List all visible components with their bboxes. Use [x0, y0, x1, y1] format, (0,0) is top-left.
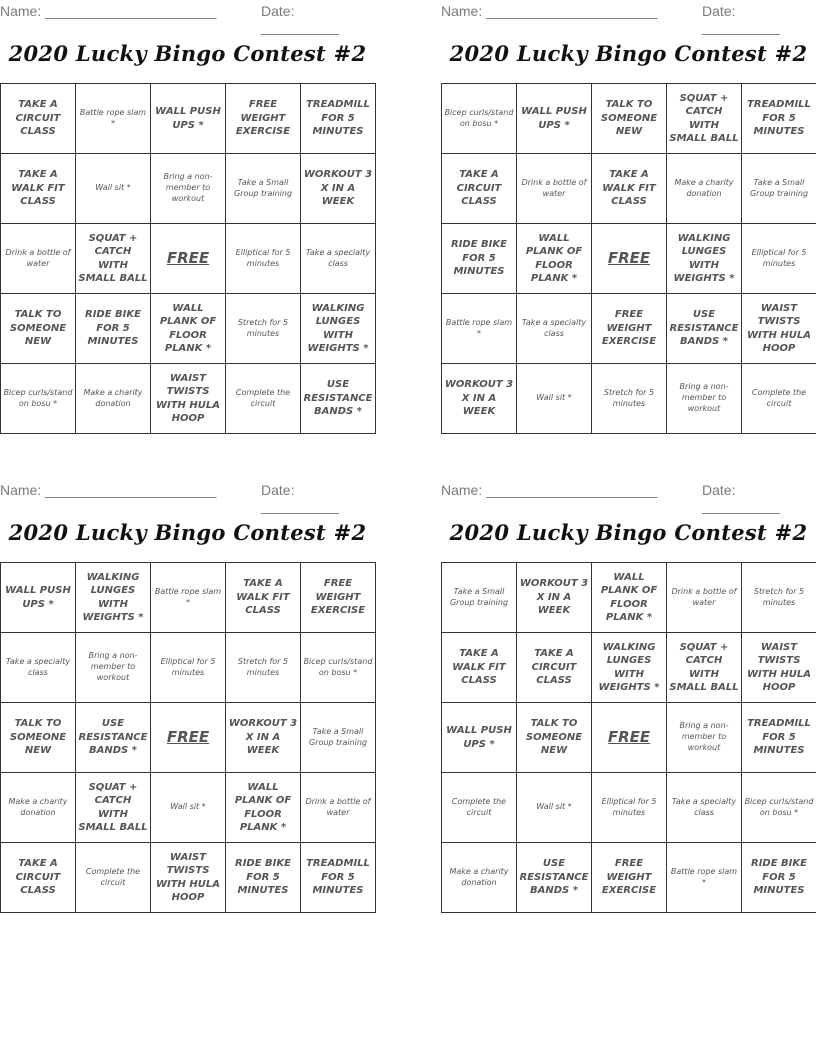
bingo-cell[interactable]: FREE WEIGHT EXERCISE — [226, 84, 301, 154]
bingo-cell[interactable]: Bicep curls/stand on bosu * — [301, 633, 376, 703]
bingo-cell[interactable]: RIDE BIKE FOR 5 MINUTES — [442, 224, 517, 294]
bingo-cell[interactable]: TAKE A CIRCUIT CLASS — [1, 843, 76, 913]
bingo-cell[interactable]: Bring a non-member to workout — [667, 703, 742, 773]
bingo-cell[interactable]: WALKING LUNGES WITH WEIGHTS * — [592, 633, 667, 703]
bingo-cell[interactable]: WALL PLANK OF FLOOR PLANK * — [517, 224, 592, 294]
bingo-cell[interactable]: Bicep curls/stand on bosu * — [442, 84, 517, 154]
bingo-cell[interactable]: TREADMILL FOR 5 MINUTES — [301, 843, 376, 913]
bingo-cell[interactable]: WALL PUSH UPS * — [517, 84, 592, 154]
bingo-cell[interactable]: TALK TO SOMEONE NEW — [517, 703, 592, 773]
bingo-cell[interactable]: Complete the circuit — [76, 843, 151, 913]
name-field[interactable]: Name: ______________________ — [441, 3, 658, 19]
bingo-grid — [0, 83, 376, 434]
bingo-cell[interactable]: Take a specialty class — [301, 224, 376, 294]
bingo-cell[interactable]: WALL PLANK OF FLOOR PLANK * — [226, 773, 301, 843]
card-title: 2020 Lucky Bingo Contest #2 — [449, 40, 808, 66]
bingo-cell[interactable]: Complete the circuit — [742, 364, 816, 434]
bingo-cell[interactable]: Wall sit * — [151, 773, 226, 843]
bingo-cell[interactable]: FREE WEIGHT EXERCISE — [301, 563, 376, 633]
bingo-cell[interactable]: Take a Small Group training — [742, 154, 816, 224]
bingo-card-1 — [0, 1, 375, 434]
bingo-cell[interactable]: TALK TO SOMEONE NEW — [1, 294, 76, 364]
bingo-cell[interactable]: TALK TO SOMEONE NEW — [1, 703, 76, 773]
bingo-cell[interactable]: Take a Small Group training — [442, 563, 517, 633]
bingo-cell[interactable]: FREE WEIGHT EXERCISE — [592, 843, 667, 913]
bingo-cell[interactable]: RIDE BIKE FOR 5 MINUTES — [742, 843, 816, 913]
bingo-cell[interactable]: Drink a bottle of water — [517, 154, 592, 224]
bingo-cell[interactable]: Make a charity donation — [76, 364, 151, 434]
bingo-cell[interactable]: Drink a bottle of water — [667, 563, 742, 633]
card-title: 2020 Lucky Bingo Contest #2 — [8, 40, 367, 66]
name-date-row — [0, 480, 375, 514]
bingo-cell[interactable]: SQUAT + CATCH WITH SMALL BALL — [667, 633, 742, 703]
bingo-cell[interactable]: Take a specialty class — [1, 633, 76, 703]
bingo-cell[interactable]: FREE WEIGHT EXERCISE — [592, 294, 667, 364]
bingo-cell[interactable]: Complete the circuit — [442, 773, 517, 843]
name-field[interactable]: Name: ______________________ — [441, 482, 658, 498]
bingo-cell[interactable]: Complete the circuit — [226, 364, 301, 434]
bingo-cell[interactable]: Bicep curls/stand on bosu * — [742, 773, 816, 843]
bingo-cell[interactable]: Bring a non-member to workout — [76, 633, 151, 703]
bingo-cell[interactable]: WAIST TWISTS WITH HULA HOOP — [742, 294, 816, 364]
bingo-cell[interactable]: USE RESISTANCE BANDS * — [667, 294, 742, 364]
bingo-cell[interactable]: Battle rope slam * — [76, 84, 151, 154]
card-title: 2020 Lucky Bingo Contest #2 — [8, 519, 367, 545]
bingo-card-3 — [0, 480, 375, 913]
bingo-cell[interactable]: WALL PLANK OF FLOOR PLANK * — [592, 563, 667, 633]
bingo-cell[interactable]: Drink a bottle of water — [301, 773, 376, 843]
name-date-row — [441, 1, 816, 35]
bingo-cell[interactable]: TAKE A WALK FIT CLASS — [442, 633, 517, 703]
bingo-cell[interactable]: Take a Small Group training — [301, 703, 376, 773]
bingo-cell[interactable]: Wall sit * — [76, 154, 151, 224]
bingo-cell[interactable]: Stretch for 5 minutes — [226, 294, 301, 364]
bingo-cell[interactable]: USE RESISTANCE BANDS * — [301, 364, 376, 434]
bingo-cell[interactable]: Bring a non-member to workout — [151, 154, 226, 224]
bingo-cell[interactable]: Stretch for 5 minutes — [742, 563, 816, 633]
bingo-cell[interactable]: Elliptical for 5 minutes — [151, 633, 226, 703]
date-field[interactable]: Date: __________ — [702, 482, 780, 514]
bingo-cell[interactable]: RIDE BIKE FOR 5 MINUTES — [226, 843, 301, 913]
bingo-cell[interactable]: WALL PUSH UPS * — [442, 703, 517, 773]
bingo-cell[interactable]: WAIST TWISTS WITH HULA HOOP — [742, 633, 816, 703]
bingo-cell[interactable]: RIDE BIKE FOR 5 MINUTES — [76, 294, 151, 364]
bingo-cell[interactable]: USE RESISTANCE BANDS * — [517, 843, 592, 913]
bingo-cell[interactable]: TAKE A WALK FIT CLASS — [1, 154, 76, 224]
bingo-cell[interactable]: SQUAT + CATCH WITH SMALL BALL — [76, 773, 151, 843]
bingo-cell[interactable]: TALK TO SOMEONE NEW — [592, 84, 667, 154]
name-date-row — [0, 1, 375, 35]
bingo-cell[interactable]: SQUAT + CATCH WITH SMALL BALL — [76, 224, 151, 294]
name-field[interactable]: Name: ______________________ — [0, 3, 217, 19]
bingo-grid — [0, 562, 376, 913]
bingo-cell[interactable]: WALL PLANK OF FLOOR PLANK * — [151, 294, 226, 364]
bingo-cell[interactable]: WALL PUSH UPS * — [1, 563, 76, 633]
free-space[interactable]: FREE — [151, 224, 226, 294]
bingo-cell[interactable]: Take a Small Group training — [226, 154, 301, 224]
bingo-cell[interactable]: WORKOUT 3 X IN A WEEK — [517, 563, 592, 633]
bingo-grid — [441, 562, 816, 913]
bingo-cell[interactable]: Bring a non-member to workout — [667, 364, 742, 434]
bingo-cell[interactable]: Elliptical for 5 minutes — [592, 773, 667, 843]
bingo-cell[interactable]: Make a charity donation — [442, 843, 517, 913]
bingo-cell[interactable]: TREADMILL FOR 5 MINUTES — [742, 703, 816, 773]
bingo-cell[interactable]: WORKOUT 3 X IN A WEEK — [226, 703, 301, 773]
free-space[interactable]: FREE — [592, 703, 667, 773]
bingo-cell[interactable]: Elliptical for 5 minutes — [742, 224, 816, 294]
bingo-card-4 — [441, 480, 816, 913]
bingo-cell[interactable]: WAIST TWISTS WITH HULA HOOP — [151, 843, 226, 913]
bingo-cell[interactable]: Stretch for 5 minutes — [592, 364, 667, 434]
bingo-grid — [441, 83, 816, 434]
bingo-cell[interactable]: WORKOUT 3 X IN A WEEK — [442, 364, 517, 434]
bingo-cell[interactable]: WALKING LUNGES WITH WEIGHTS * — [301, 294, 376, 364]
bingo-cell[interactable]: TAKE A CIRCUIT CLASS — [442, 154, 517, 224]
bingo-cell[interactable]: WORKOUT 3 X IN A WEEK — [301, 154, 376, 224]
bingo-cell[interactable]: TAKE A WALK FIT CLASS — [592, 154, 667, 224]
bingo-cell[interactable]: TREADMILL FOR 5 MINUTES — [301, 84, 376, 154]
bingo-cell[interactable]: TAKE A CIRCUIT CLASS — [517, 633, 592, 703]
free-space[interactable]: FREE — [151, 703, 226, 773]
bingo-cell[interactable]: WALKING LUNGES WITH WEIGHTS * — [667, 224, 742, 294]
bingo-cell[interactable]: WALKING LUNGES WITH WEIGHTS * — [76, 563, 151, 633]
bingo-cell[interactable]: Battle rope slam * — [151, 563, 226, 633]
date-field[interactable]: Date: __________ — [261, 482, 339, 514]
bingo-cell[interactable]: Wall sit * — [517, 773, 592, 843]
bingo-cell[interactable]: Bicep curls/stand on bosu * — [1, 364, 76, 434]
bingo-cell[interactable]: SQUAT + CATCH WITH SMALL BALL — [667, 84, 742, 154]
date-field[interactable]: Date: __________ — [261, 3, 339, 35]
bingo-cell[interactable]: Drink a bottle of water — [1, 224, 76, 294]
bingo-cell[interactable]: Wall sit * — [517, 364, 592, 434]
name-field[interactable]: Name: ______________________ — [0, 482, 217, 498]
free-space[interactable]: FREE — [592, 224, 667, 294]
card-title: 2020 Lucky Bingo Contest #2 — [449, 519, 808, 545]
name-date-row — [441, 480, 816, 514]
bingo-cell[interactable]: TAKE A WALK FIT CLASS — [226, 563, 301, 633]
bingo-cell[interactable]: Take a specialty class — [517, 294, 592, 364]
bingo-card-2 — [441, 1, 816, 434]
bingo-cell[interactable]: Stretch for 5 minutes — [226, 633, 301, 703]
bingo-cell[interactable]: WAIST TWISTS WITH HULA HOOP — [151, 364, 226, 434]
date-field[interactable]: Date: __________ — [702, 3, 780, 35]
bingo-cell[interactable]: Battle rope slam * — [442, 294, 517, 364]
bingo-cell[interactable]: Make a charity donation — [667, 154, 742, 224]
bingo-cell[interactable]: TAKE A CIRCUIT CLASS — [1, 84, 76, 154]
bingo-cell[interactable]: WALL PUSH UPS * — [151, 84, 226, 154]
bingo-cell[interactable]: TREADMILL FOR 5 MINUTES — [742, 84, 816, 154]
bingo-cell[interactable]: Make a charity donation — [1, 773, 76, 843]
bingo-cell[interactable]: Battle rope slam * — [667, 843, 742, 913]
bingo-cell[interactable]: Elliptical for 5 minutes — [226, 224, 301, 294]
bingo-cell[interactable]: USE RESISTANCE BANDS * — [76, 703, 151, 773]
bingo-cell[interactable]: Take a specialty class — [667, 773, 742, 843]
